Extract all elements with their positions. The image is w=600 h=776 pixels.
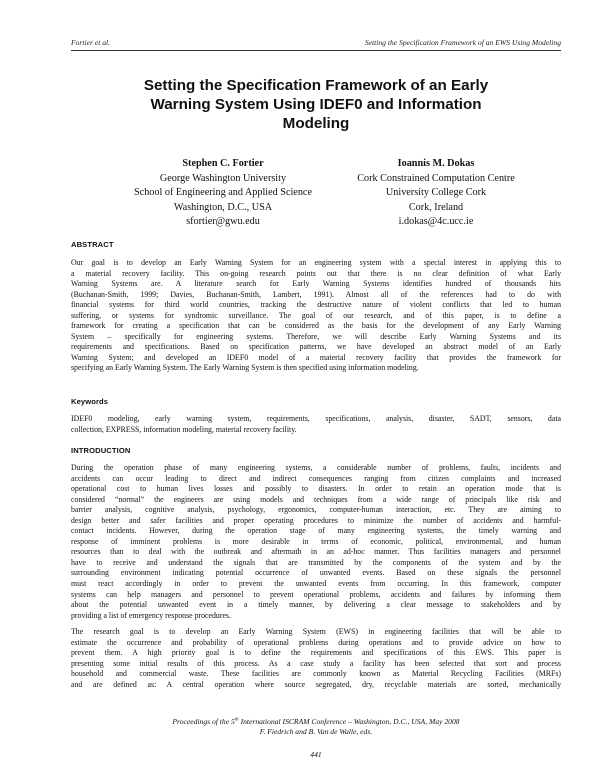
intro-line: providing a list of emergency response procedures.	[71, 610, 231, 620]
intro-line: resources than to deal with the outbreak and aftermath in an ad-hoc manner. Thus facilities managers and personnel	[71, 547, 561, 557]
title-line: Warning System Using IDEF0 and Information	[150, 96, 482, 113]
intro-line: prevent them. A high priority goal is to define the requirements and specifications of this EWS. This paper is	[71, 648, 561, 658]
intro-line: must react accordingly in order to prevent the unwanted events from occurring. In this framework, computer	[71, 579, 561, 589]
introduction-heading: INTRODUCTION	[71, 446, 131, 455]
intro-line: and are defined as: A central operation where source segregated, dry, recyclable materials are sorted, mechanically	[71, 679, 561, 689]
footer-proceedings	[71, 717, 561, 727]
intro-line: design better and safer facilities and proper operating procedures to minimize the number of accidents and harmful-	[71, 515, 561, 525]
running-head-authors: Fortier et al.	[71, 38, 111, 47]
footer-suffix: International ISCRAM Conference – Washington, D.C., USA, May 2008	[238, 717, 460, 726]
intro-line: household and commercial waste. These facilities are commonly known as Material Recycling Facilities (MRFs)	[71, 669, 561, 679]
author-email: sfortier@gwu.edu	[186, 216, 260, 228]
author-name: Stephen C. Fortier	[182, 158, 264, 169]
introduction-paragraph-1	[71, 463, 561, 621]
running-head-title: Setting the Specification Framework of an EWS Using Modeling	[364, 38, 561, 47]
abstract-line: Warning System; and developed an IDEF0 model of a material recovery facility that provides the framework for	[71, 352, 561, 362]
author-name: Ioannis M. Dokas	[397, 158, 475, 169]
author-block-fortier	[108, 157, 338, 230]
author-email: i.dokas@4c.ucc.ie	[398, 216, 474, 228]
author-affiliation: University College Cork	[385, 187, 487, 199]
abstract-heading: ABSTRACT	[71, 240, 114, 249]
intro-line: The research goal is to develop an Early Warning System (EWS) in engineering facilities that will be able to	[71, 627, 561, 636]
author-location: Cork, Ireland	[408, 201, 464, 213]
intro-line: systems can help managers and personnel to prevent operational problems, accidents and failures by informing them	[71, 589, 561, 599]
intro-line: contact incidents. However, during the operation stage of many engineering systems, the timely warning and	[71, 526, 561, 536]
keywords-line: collection, EXPRESS, information modeling, material recovery facility.	[71, 424, 297, 434]
intro-line: accidents can occur leading to direct and indirect consequences ranging from citizen complaints and increased	[71, 473, 561, 483]
keywords-body	[71, 414, 561, 435]
abstract-line: financial systems for third world countries, tracking the destructive nature of violent conflicts that led to human	[71, 300, 561, 310]
footer-superscript: th	[234, 717, 239, 723]
abstract-line: a material recovery facility. This on-going research points out that there is no clear definition of what Early	[71, 268, 561, 278]
page-footer	[71, 717, 561, 737]
keywords-heading: Keywords	[71, 397, 109, 406]
intro-line: have to receive and understand the signals that are transmitted by the components of the system and by the	[71, 557, 561, 567]
intro-line: surrounding environment indicating potential occurrence of unwanted events. Based on these signals the personnel	[71, 568, 561, 578]
abstract-line: System – specifically for engineering systems. Therefore, we will describe Early Warning Systems and its	[71, 331, 561, 341]
intro-line: operational cost to human lives losses and possibly to disasters. In order to retain an operation mode that is	[71, 484, 561, 494]
abstract-body	[71, 258, 561, 374]
abstract-line: Our goal is to develop an Early Warning System for an engineering system with a special interest in applying this to	[71, 258, 561, 267]
paper-title	[71, 76, 561, 133]
keywords-line: IDEF0 modeling, early warning system, requirements, specifications, analysis, disaster, SADT, sensors, data	[71, 414, 561, 423]
intro-line: barrier analysis, cognitive analysis, psychology, ergonomics, computer-human interaction, etc. They are aiming to	[71, 505, 561, 515]
footer-editors: F. Fiedrich and B. Van de Walle, eds.	[259, 727, 373, 736]
header-rule	[71, 50, 561, 51]
intro-line: considered “normal” the engineers are using models and techniques from a wide range of principals like risk and	[71, 494, 561, 504]
abstract-line: requirements and specifications. Based on specification patterns, we have developed an abstract model of an Early	[71, 342, 561, 352]
author-block-dokas	[321, 157, 551, 230]
author-affiliation: School of Engineering and Applied Science	[134, 187, 312, 199]
page-number: 441	[310, 750, 322, 759]
intro-line: presenting some initial results of this process. As a case study a facility has been selected that sort and process	[71, 658, 561, 668]
abstract-line: specifying an Early Warning System. The Early Warning System is then specified using information modeling.	[71, 363, 419, 373]
abstract-line: suffering, or systems for syndromic surveillance. The goal of our research, and of this paper, is to define a	[71, 310, 561, 320]
author-affiliation: George Washington University	[159, 172, 287, 184]
abstract-line: Warning Systems are. A literature search for Early Warning Systems identifies hundred of thousands hits	[71, 279, 561, 289]
abstract-line: framework for creating a specification that can be considered as the basis for the development of any Early Warning	[71, 321, 561, 331]
intro-line: about the potential unwanted event in a timely manner, by delivering a clear message to stakeholders and by	[71, 600, 561, 610]
intro-line: estimate the occurrence and probability of operational problems during operations and to provide advice on how to	[71, 637, 561, 647]
intro-line: During the operation phase of many engineering systems, a considerable number of problems, faults, incidents and	[71, 463, 561, 472]
title-line: Modeling	[282, 115, 350, 132]
author-location: Washington, D.C., USA	[173, 201, 273, 213]
author-affiliation: Cork Constrained Computation Centre	[357, 172, 515, 184]
abstract-line: (Buchanan-Smith, 1999; Davies, Buchanan-Smith, Lambert, 1991). Almost all of the references had to do with	[71, 289, 561, 299]
title-line: Setting the Specification Framework of an Early	[143, 77, 489, 94]
footer-prefix: Proceedings of the 5	[172, 717, 235, 726]
running-head	[71, 38, 561, 50]
intro-line: response of imminent problems is more desirable in terms of economic, political, environmental, and human	[71, 536, 561, 546]
introduction-paragraph-2	[71, 627, 561, 690]
